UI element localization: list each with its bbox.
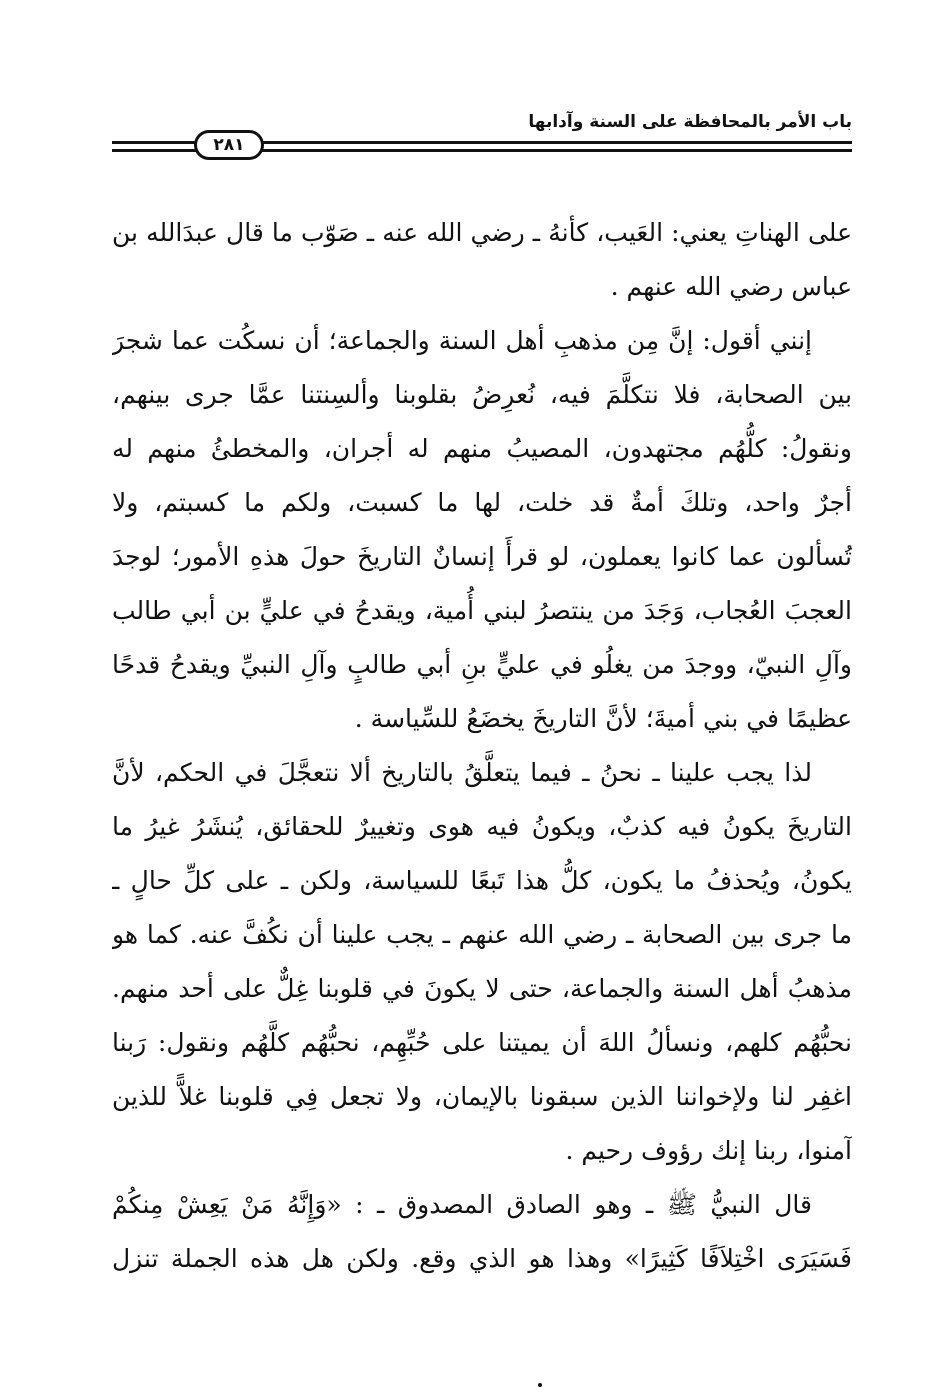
chapter-title: باب الأمر بالمحافظة على السنة وآدابها	[528, 112, 852, 132]
header-rule	[262, 141, 852, 144]
running-header	[112, 108, 852, 168]
footer-mark	[538, 1383, 542, 1387]
text-line: نحبُّهُم كلهم، ونسألُ اللهَ أن يميتنا على حُبِّهِم، نحبُّهُم كلَّهُم ونقول: رَبنا	[112, 1028, 852, 1057]
text-line: على الهناتِ يعني: العَيب، كأنهُ ـ رضي الله عنه ـ صَوّب ما قال عبدَالله بن	[112, 218, 852, 247]
text-line: مذهبُ أهل السنة والجماعة، حتى لا يكونَ في قلوبنا غِلٌّ على أحد منهم.	[112, 974, 852, 1003]
paragraph-start-line: إنني أقول: إنَّ مِن مذهبِ أهل السنة والجماعة؛ أن نسكُت عما شجرَ	[112, 326, 812, 355]
text-line: تُسألون عما كانوا يعملون، لو قرأَ إنسانٌ التاريخَ حولَ هذهِ الأمور؛ لوجدَ	[112, 542, 852, 571]
text-line: آمنوا، ربنا إنك رؤوف رحيم .	[565, 1136, 852, 1165]
page-number: ٢٨١	[194, 130, 264, 160]
header-rule	[112, 149, 196, 152]
text-line: عظيمًا في بني أميةَ؛ لأنَّ التاريخَ يخضَعُ للسِّياسة .	[354, 704, 852, 733]
text-line: التاريخَ يكونُ فيه كذبٌ، ويكونُ فيه هوى وتغييرٌ للحقائق، يُنشَرُ غيرُ ما	[112, 812, 852, 841]
text-line: وآلِ النبيّ، ووجدَ من يغلُو في عليٍّ بنِ أبي طالبٍ وآلِ النبيِّ ويقدحُ قدحًا	[112, 650, 852, 679]
header-rule	[262, 149, 852, 152]
text-line: أجرٌ واحد، وتلكَ أمةٌ قد خلت، لها ما كسبت، ولكم ما كسبتم، ولا	[112, 488, 852, 517]
header-rule	[112, 141, 196, 144]
text-line: عباس رضي الله عنهم .	[610, 272, 852, 301]
text-line: العجبَ العُجاب، وَجَدَ من ينتصرُ لبني أُمية، ويقدحُ في عليٍّ بن أبي طالب	[112, 596, 852, 625]
text-line: اغفِر لنا ولإخواننا الذين سبقونا بالإيمان، ولا تجعل فِي قلوبنا غلاًّ للذين	[112, 1082, 852, 1111]
text-line: فَسَيَرَى اخْتِلاَفًا كَثِيرًا» وهذا هو الذي وقع. ولكن هل هذه الجملة تنزل	[112, 1244, 852, 1273]
text-line: ما جرى بين الصحابة ـ رضي الله عنهم ـ يجب علينا أن نكُفَّ عنه. كما هو	[112, 920, 852, 949]
paragraph-start-line: قال النبيُّ ﷺ ـ وهو الصادق المصدوق ـ : «وَإِنَّهُ مَنْ يَعِشْ مِنكُمْ	[112, 1190, 812, 1219]
paragraph-start-line: لذا يجب علينا ـ نحنُ ـ فيما يتعلَّقُ بالتاريخ ألا نتعجَّلَ في الحكم، لأنَّ	[112, 758, 812, 787]
text-line: بين الصحابة، فلا نتكلَّمَ فيه، نُعرِضُ بقلوبنا وألسِنتنا عمَّا جرى بينهم،	[112, 380, 852, 409]
text-line: يكونُ، ويُحذفُ ما يكون، كلُّ هذا تَبعًا للسياسة، ولكن ـ على كلِّ حالٍ ـ	[112, 866, 852, 895]
text-line: ونقولُ: كلُّهُم مجتهدون، المصيبُ منهم له أجران، والمخطئُ منهم له	[112, 434, 852, 463]
body-text	[112, 206, 852, 1286]
